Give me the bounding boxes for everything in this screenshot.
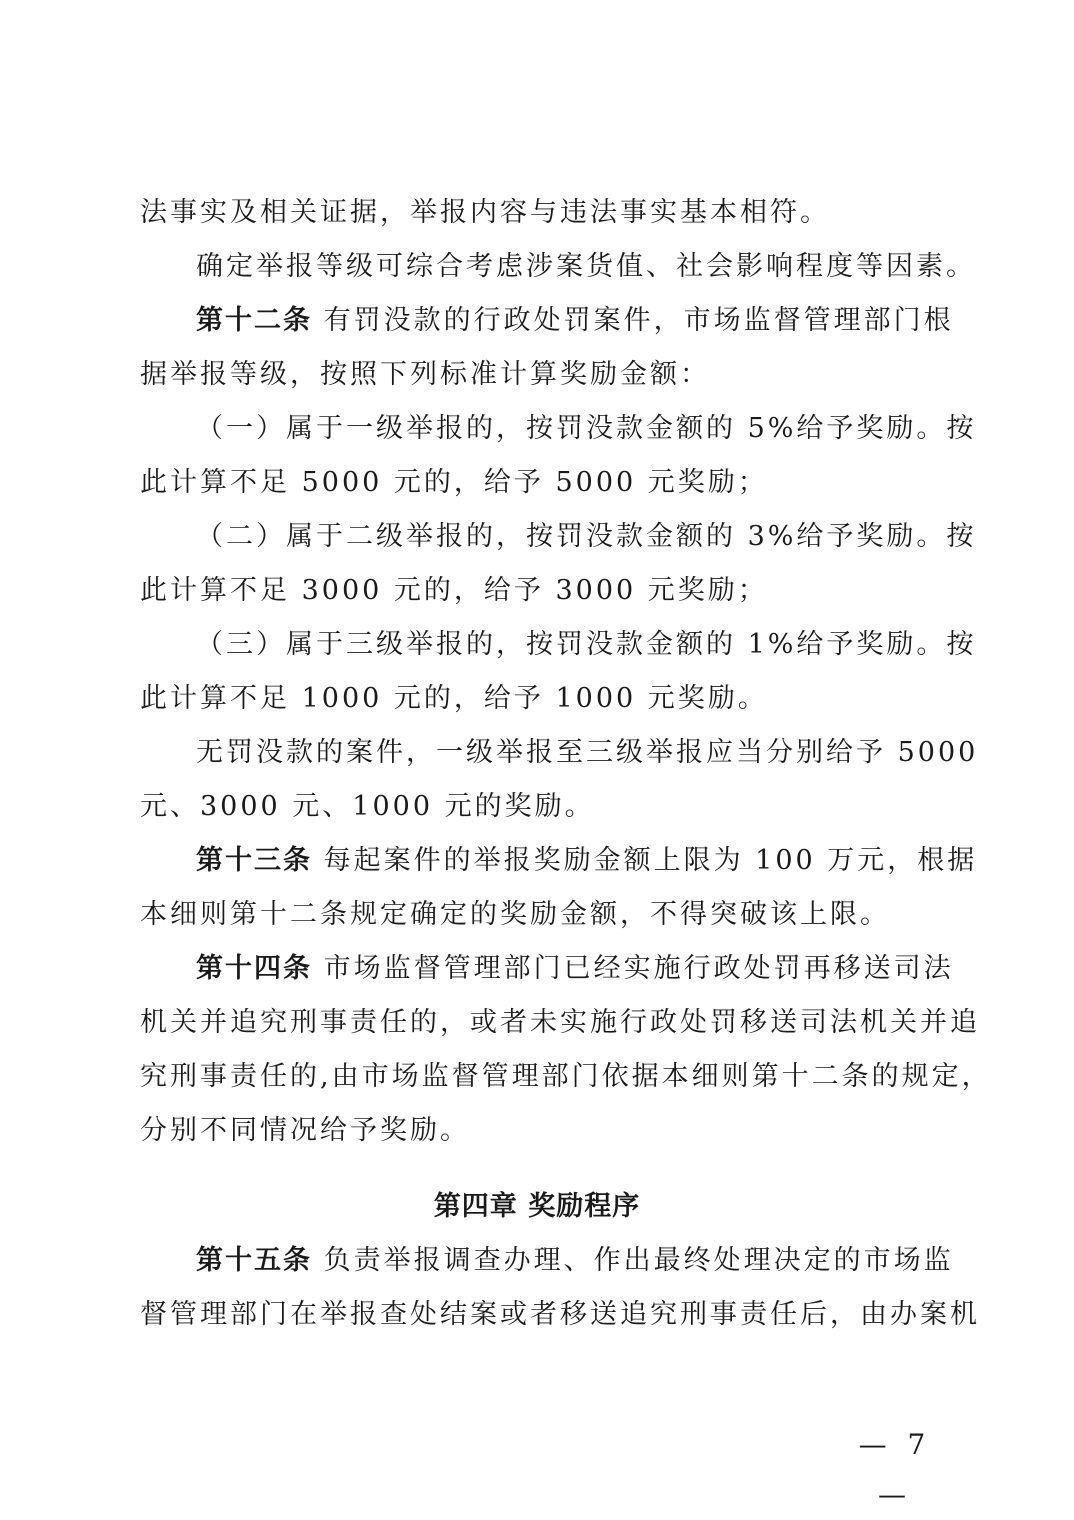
article-text: 每起案件的举报奖励金额上限为 100 万元，根据 [323,845,978,876]
paragraph-line: 无罚没款的案件，一级举报至三级举报应当分别给予 5000 [196,737,979,768]
chapter-heading: 第四章 奖励程序 [433,1191,641,1222]
paragraph-line: 究刑事责任的,由市场监督管理部门依据本细则第十二条的规定， [140,1061,992,1092]
paragraph-line: 此计算不足 5000 元的，给予 5000 元奖励； [140,467,768,498]
article-text: 有罚没款的行政处罚案件，市场监督管理部门根 [323,305,954,336]
paragraph-line: 据举报等级，按照下列标准计算奖励金额： [140,359,710,390]
paragraph-line: 此计算不足 1000 元的，给予 1000 元奖励。 [140,683,768,714]
page-number: — 7 — [858,1428,932,1511]
paragraph-line: （三）属于三级举报的，按罚没款金额的 1%给予奖励。按 [196,629,977,660]
paragraph-line: 确定举报等级可综合考虑涉案货值、社会影响程度等因素。 [196,251,976,282]
article-title: 第十三条 [196,845,312,876]
paragraph-line: 元、3000 元、1000 元的奖励。 [140,791,595,822]
article-title: 第十二条 [196,305,312,336]
paragraph-line: 此计算不足 3000 元的，给予 3000 元奖励； [140,575,768,606]
article-15-line-1 [196,1234,954,1288]
paragraph-line: 分别不同情况给予奖励。 [140,1115,470,1146]
article-14-line-1 [196,942,954,996]
article-13-line-1 [196,834,978,888]
paragraph-line: 法事实及相关证据，举报内容与违法事实基本相符。 [140,197,830,228]
article-title: 第十五条 [196,1245,312,1276]
article-12-line-1 [196,294,954,348]
paragraph-line: （二）属于二级举报的，按罚没款金额的 3%给予奖励。按 [196,521,977,552]
article-text: 负责举报调查办理、作出最终处理决定的市场监 [323,1245,954,1276]
paragraph-line: 本细则第十二条规定确定的奖励金额，不得突破该上限。 [140,899,890,930]
paragraph-line: （一）属于一级举报的，按罚没款金额的 5%给予奖励。按 [196,413,977,444]
article-title: 第十四条 [196,953,312,984]
paragraph-line: 机关并追究刑事责任的，或者未实施行政处罚移送司法机关并追 [140,1007,980,1038]
article-text: 市场监督管理部门已经实施行政处罚再移送司法 [323,953,954,984]
paragraph-line: 督管理部门在举报查处结案或者移送追究刑事责任后，由办案机 [140,1299,980,1330]
